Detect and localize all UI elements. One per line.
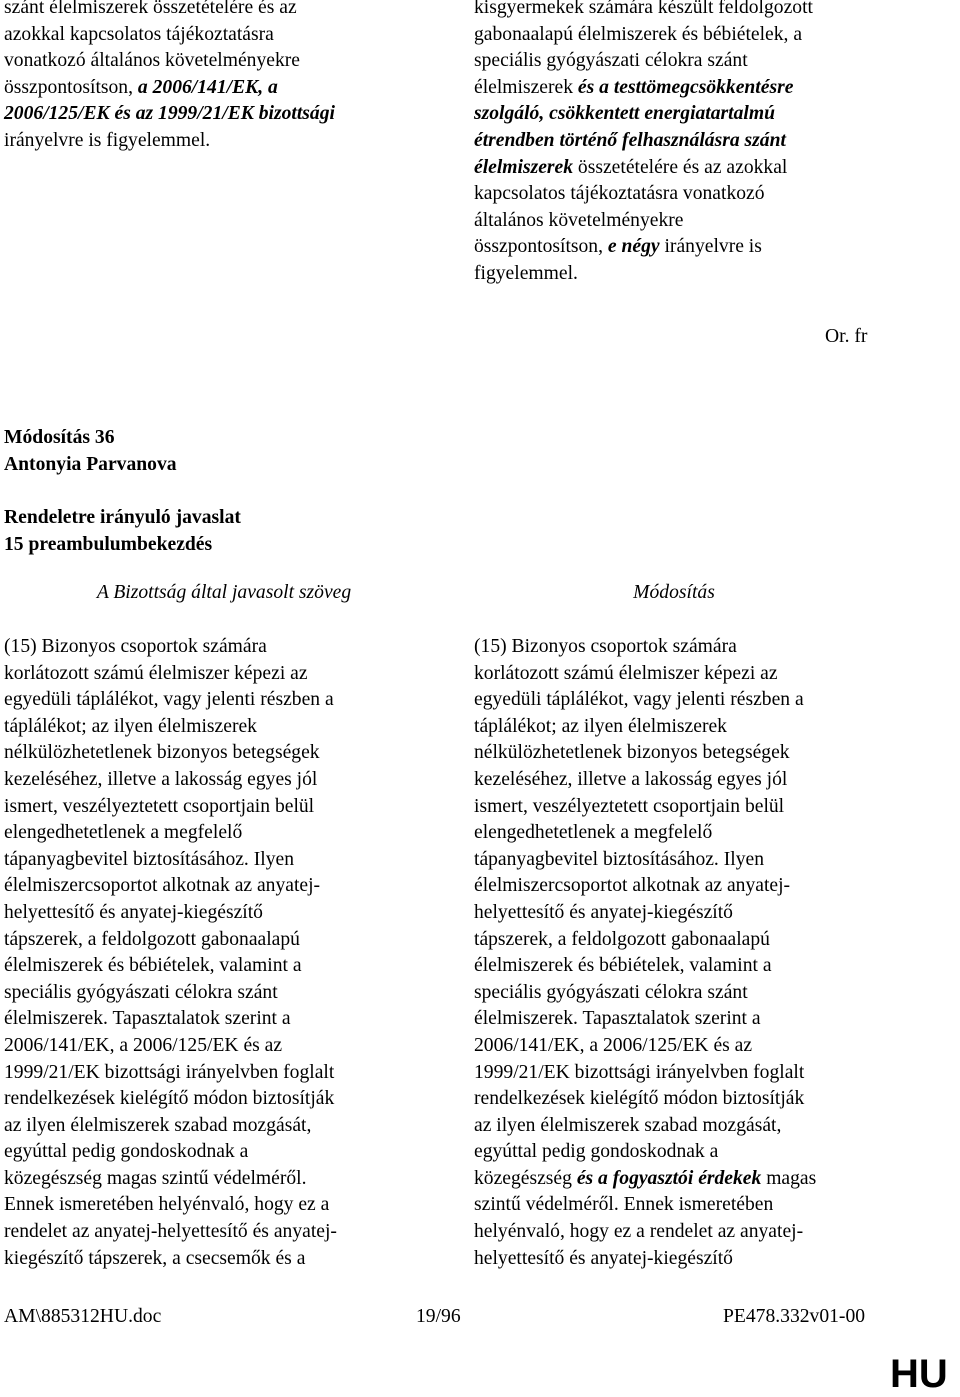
text-segment: rendelkezések kielégítő módon biztosítják bbox=[474, 1088, 805, 1110]
text-line bbox=[474, 1060, 934, 1087]
text-line bbox=[4, 1246, 454, 1273]
text-line bbox=[474, 794, 934, 821]
text-segment: ismert, veszélyeztetett csoportjain belül bbox=[4, 795, 315, 817]
text-segment: vonatkozó általános követelményekre bbox=[4, 50, 300, 72]
text-segment: speciális gyógyászati célokra szánt bbox=[474, 981, 748, 1003]
text-segment: tápanyagbevitel biztosításához. Ilyen bbox=[474, 848, 764, 870]
commission-text-body bbox=[4, 634, 454, 1272]
text-segment: magas bbox=[761, 1167, 817, 1189]
text-line bbox=[474, 1139, 934, 1166]
text-line bbox=[4, 22, 444, 49]
text-line bbox=[4, 740, 454, 767]
text-segment: (15) Bizonyos csoportok számára bbox=[4, 636, 267, 657]
text-line bbox=[474, 22, 944, 49]
text-segment: rendelet az anyatej-helyettesítő és anyatej- bbox=[4, 1221, 337, 1243]
text-line bbox=[4, 1060, 454, 1087]
text-segment: táplálékot; az ilyen élelmiszerek bbox=[4, 715, 257, 737]
amended-text-segment: szolgáló, csökkentett energiatartalmú bbox=[474, 103, 775, 125]
text-segment: helyettesítő és anyatej-kiegészítő bbox=[4, 901, 263, 923]
proposal-header bbox=[4, 505, 241, 558]
proposal-type: Rendeletre irányuló javaslat bbox=[4, 507, 241, 528]
text-line bbox=[474, 208, 944, 235]
proposal-reference: 15 preambulumbekezdés bbox=[4, 533, 213, 555]
text-segment: élelmiszercsoportot alkotnak az anyatej- bbox=[4, 875, 321, 897]
text-segment: nélkülözhetetlenek bizonyos betegségek bbox=[474, 742, 790, 764]
previous-amendment-right-text bbox=[474, 0, 944, 288]
text-segment: táplálékot; az ilyen élelmiszerek bbox=[474, 715, 727, 737]
text-line bbox=[4, 953, 454, 980]
text-segment: egyedüli táplálékot, vagy jelenti részben a bbox=[474, 689, 804, 711]
text-line bbox=[4, 980, 454, 1007]
amended-text-segment: és a fogyasztói érdekek bbox=[576, 1167, 762, 1189]
text-segment: 2006/141/EK, a 2006/125/EK és az bbox=[474, 1034, 753, 1056]
text-line bbox=[474, 1006, 934, 1033]
text-segment: élelmiszerek és bébiételek, valamint a bbox=[474, 955, 772, 977]
text-segment: kisgyermekek számára készült feldolgozott bbox=[474, 0, 813, 18]
text-segment: az ilyen élelmiszerek szabad mozgását, bbox=[4, 1114, 312, 1136]
text-line bbox=[4, 794, 454, 821]
text-line bbox=[4, 687, 454, 714]
text-segment: egyúttal pedig gondoskodnak a bbox=[4, 1141, 249, 1163]
text-segment: kiegészítő tápszerek, a csecsemők és a bbox=[4, 1247, 306, 1269]
text-line bbox=[474, 155, 944, 182]
text-line bbox=[474, 980, 934, 1007]
text-segment: helyettesítő és anyatej-kiegészítő bbox=[474, 1247, 733, 1269]
text-segment: 1999/21/EK bizottsági irányelvben foglalt bbox=[4, 1061, 335, 1083]
text-line bbox=[4, 1192, 454, 1219]
text-segment: 1999/21/EK bizottsági irányelvben foglalt bbox=[474, 1061, 805, 1083]
text-segment: élelmiszerek bbox=[474, 76, 578, 98]
text-segment: egyúttal pedig gondoskodnak a bbox=[474, 1141, 719, 1163]
text-segment: helyénvaló, hogy ez a rendelet az anyatej- bbox=[474, 1221, 804, 1243]
text-line bbox=[474, 101, 944, 128]
text-line bbox=[4, 927, 454, 954]
text-segment: tápszerek, a feldolgozott gabonaalapú bbox=[4, 928, 300, 950]
text-line bbox=[474, 128, 944, 155]
text-line bbox=[474, 0, 944, 22]
text-line bbox=[4, 661, 454, 688]
text-line bbox=[4, 820, 454, 847]
text-segment: ismert, veszélyeztetett csoportjain belül bbox=[474, 795, 785, 817]
text-segment: élelmiszerek. Tapasztalatok szerint a bbox=[474, 1008, 761, 1030]
text-line bbox=[474, 873, 934, 900]
document-reference: AM\885312HU.doc bbox=[4, 1306, 162, 1327]
text-line bbox=[474, 927, 934, 954]
text-line bbox=[474, 740, 934, 767]
text-line bbox=[474, 1086, 934, 1113]
text-line bbox=[474, 1246, 934, 1273]
amended-text-segment: és a testtömegcsökkentésre bbox=[577, 76, 794, 98]
commission-text-column-header: A Bizottság által javasolt szöveg bbox=[96, 582, 352, 603]
amended-text-segment: 2006/125/EK és az 1999/21/EK bizottsági bbox=[4, 103, 335, 125]
text-segment: általános követelményekre bbox=[474, 209, 684, 231]
text-line bbox=[474, 900, 934, 927]
text-segment: gabonaalapú élelmiszerek és bébiételek, a bbox=[474, 23, 803, 45]
text-line bbox=[4, 634, 454, 661]
text-segment: irányelvre is figyelemmel. bbox=[4, 129, 211, 151]
text-line bbox=[4, 1219, 454, 1246]
text-segment: azokkal kapcsolatos tájékoztatásra bbox=[4, 23, 274, 45]
text-segment: kapcsolatos tájékoztatásra vonatkozó bbox=[474, 183, 765, 205]
text-line bbox=[474, 181, 944, 208]
text-segment: rendelkezések kielégítő módon biztosítják bbox=[4, 1088, 335, 1110]
text-line bbox=[4, 873, 454, 900]
text-segment: helyettesítő és anyatej-kiegészítő bbox=[474, 901, 733, 923]
text-line bbox=[4, 0, 444, 22]
text-segment: élelmiszerek. Tapasztalatok szerint a bbox=[4, 1008, 291, 1030]
text-line bbox=[474, 820, 934, 847]
text-segment: korlátozott számú élelmiszer képezi az bbox=[4, 662, 308, 684]
pe-reference: PE478.332v01-00 bbox=[723, 1306, 866, 1327]
text-line bbox=[474, 1033, 934, 1060]
text-line bbox=[4, 1113, 454, 1140]
amended-text-segment: étrendben történő felhasználásra szánt bbox=[474, 129, 786, 151]
text-line bbox=[4, 48, 444, 75]
text-line bbox=[4, 1086, 454, 1113]
text-segment: 2006/141/EK, a 2006/125/EK és az bbox=[4, 1034, 283, 1056]
text-segment: (15) Bizonyos csoportok számára bbox=[474, 636, 737, 657]
text-segment: összpontosítson, bbox=[474, 236, 608, 258]
original-language-label: Or. fr bbox=[825, 326, 868, 347]
text-line bbox=[474, 1166, 934, 1193]
text-segment: korlátozott számú élelmiszer képezi az bbox=[474, 662, 778, 684]
text-line bbox=[474, 767, 934, 794]
text-segment: élelmiszerek és bébiételek, valamint a bbox=[4, 955, 302, 977]
text-segment: szintű védelméről. Ennek ismeretében bbox=[474, 1194, 774, 1216]
text-line bbox=[474, 661, 934, 688]
text-line bbox=[4, 128, 444, 155]
text-line bbox=[474, 48, 944, 75]
text-line bbox=[474, 1219, 934, 1246]
text-line bbox=[474, 234, 944, 261]
page-number: 19/96 bbox=[416, 1306, 461, 1327]
text-line bbox=[4, 767, 454, 794]
amended-text-segment: a 2006/141/EK, a bbox=[137, 76, 278, 98]
text-segment: Ennek ismeretében helyénvaló, hogy ez a bbox=[4, 1194, 330, 1216]
text-segment: irányelvre is bbox=[659, 236, 762, 258]
amendment-column-header: Módosítás bbox=[633, 582, 715, 603]
text-line bbox=[4, 1166, 454, 1193]
amendment-header bbox=[4, 425, 177, 478]
previous-amendment-left-text bbox=[4, 0, 444, 155]
text-line bbox=[474, 261, 944, 288]
text-line bbox=[4, 714, 454, 741]
text-segment: elengedhetetlenek a megfelelő bbox=[4, 822, 243, 844]
text-line bbox=[474, 714, 934, 741]
text-segment: szánt élelmiszerek összetételére és az bbox=[4, 0, 297, 18]
text-segment: elengedhetetlenek a megfelelő bbox=[474, 822, 713, 844]
text-line bbox=[474, 953, 934, 980]
text-segment: összetételére és az azokkal bbox=[573, 156, 788, 178]
text-segment: tápanyagbevitel biztosításához. Ilyen bbox=[4, 848, 294, 870]
text-line bbox=[4, 75, 444, 102]
text-segment: kezeléséhez, illetve a lakosság egyes jól bbox=[4, 768, 318, 790]
text-segment: tápszerek, a feldolgozott gabonaalapú bbox=[474, 928, 770, 950]
text-segment: figyelemmel. bbox=[474, 262, 578, 284]
text-line bbox=[4, 1006, 454, 1033]
text-line bbox=[4, 101, 444, 128]
text-segment: közegészség bbox=[474, 1167, 577, 1189]
text-segment: összpontosítson, bbox=[4, 76, 138, 98]
amended-text-body bbox=[474, 634, 934, 1272]
text-segment: élelmiszercsoportot alkotnak az anyatej- bbox=[474, 875, 791, 897]
text-line bbox=[474, 1113, 934, 1140]
amendment-number: Módosítás 36 bbox=[4, 427, 115, 448]
language-tag: HU bbox=[890, 1352, 948, 1396]
text-line bbox=[4, 1033, 454, 1060]
text-line bbox=[4, 1139, 454, 1166]
text-line bbox=[474, 687, 934, 714]
text-line bbox=[474, 1192, 934, 1219]
amended-text-segment: e négy bbox=[607, 236, 660, 258]
text-segment: speciális gyógyászati célokra szánt bbox=[474, 50, 748, 72]
text-line bbox=[4, 847, 454, 874]
text-segment: közegészség magas szintű védelméről. bbox=[4, 1167, 307, 1189]
text-line bbox=[474, 75, 944, 102]
text-segment: egyedüli táplálékot, vagy jelenti részben a bbox=[4, 689, 334, 711]
amended-text-segment: élelmiszerek bbox=[474, 156, 574, 178]
text-segment: speciális gyógyászati célokra szánt bbox=[4, 981, 278, 1003]
text-line bbox=[474, 634, 934, 661]
amendment-author: Antonyia Parvanova bbox=[4, 453, 177, 475]
text-segment: nélkülözhetetlenek bizonyos betegségek bbox=[4, 742, 320, 764]
text-segment: kezeléséhez, illetve a lakosság egyes jól bbox=[474, 768, 788, 790]
text-line bbox=[4, 900, 454, 927]
text-line bbox=[474, 847, 934, 874]
text-segment: az ilyen élelmiszerek szabad mozgását, bbox=[474, 1114, 782, 1136]
